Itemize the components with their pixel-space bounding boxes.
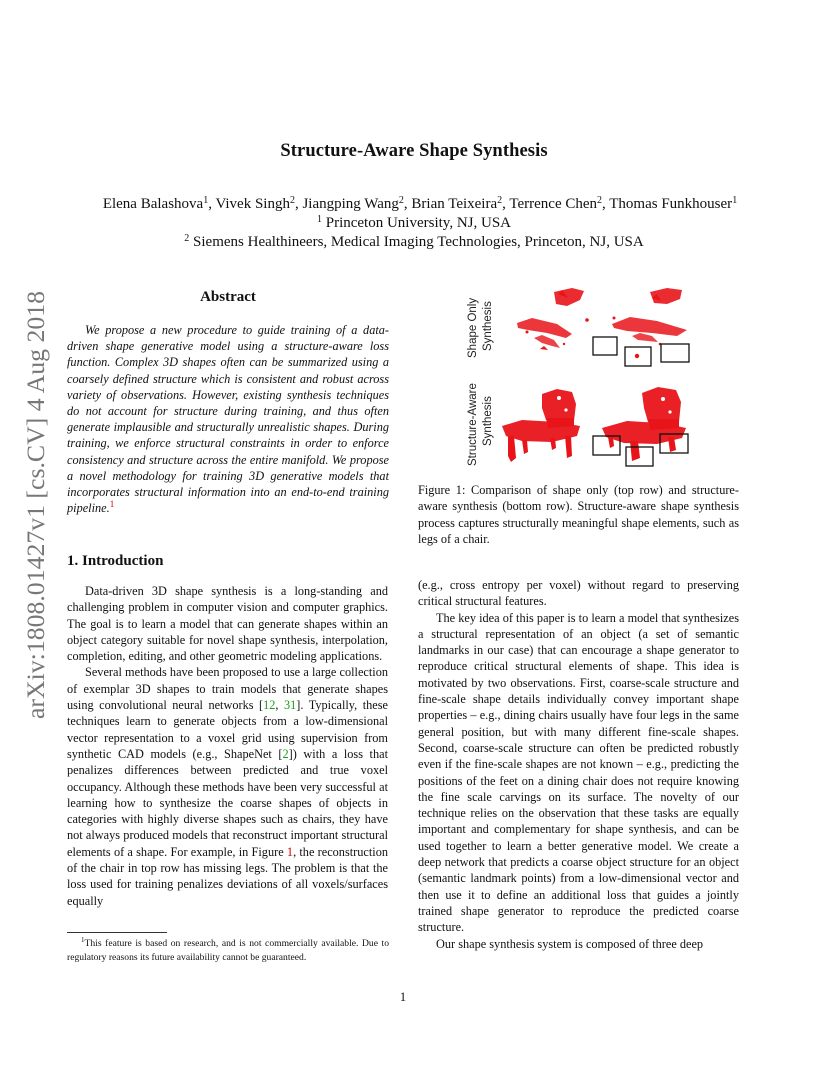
- figure-1-image: [462, 286, 764, 472]
- author-name: Thomas Funkhouser: [609, 196, 733, 212]
- affiliation-2: [0, 233, 828, 252]
- arxiv-id-text: arXiv:1808.01427v1 [cs.CV] 4 Aug 2018: [23, 303, 50, 719]
- footnote-text: This feature is based on research, and is not commercially available. Due to regulatory reasons its future availability cannot be guaranteed.: [67, 938, 389, 963]
- row-label-structure-aware-line1: Structure-Aware: [467, 383, 479, 466]
- author-name: Terrence Chen: [509, 196, 598, 212]
- author-name: Brian Teixeira: [411, 196, 498, 212]
- structure-aware-chair-left: [502, 389, 580, 462]
- abstract-footnote-link[interactable]: 1: [109, 499, 115, 510]
- page-number: 1: [399, 990, 407, 1004]
- shape-only-chair-left: [517, 288, 584, 350]
- author-name: Vivek Singh: [215, 196, 290, 212]
- author-affiliation-mark: 2: [289, 195, 295, 206]
- footnote: [67, 937, 389, 965]
- abstract-heading: Abstract: [200, 289, 256, 305]
- affiliation-1: [0, 214, 828, 233]
- author-affiliation-mark: 1: [203, 195, 209, 206]
- intro-paragraph-1: Data-driven 3D shape synthesis is a long-standing and challenging problem in computer vision and computer graphics. The goal is to learn a model that can generate shapes within an object category suitable for novel shape synthesis, interpolation, completion, editing, and other geometric modeling applications.: [67, 584, 388, 664]
- affiliation-1-number: 1: [316, 214, 322, 225]
- author-affiliation-mark: 1: [732, 195, 738, 206]
- author-affiliation-mark: 2: [497, 195, 503, 206]
- footnote-rule: [67, 932, 167, 933]
- citation-link-31[interactable]: 31: [283, 698, 297, 713]
- arxiv-identifier: [22, 289, 52, 719]
- missing-leg-boxes-top: [593, 337, 689, 366]
- paper-title: Structure-Aware Shape Synthesis: [280, 141, 548, 161]
- row-label-structure-aware-line2: Synthesis: [482, 396, 494, 446]
- paragraph-continuation: (e.g., cross entropy per voxel) without regard to preserving critical structural features.: [418, 578, 739, 609]
- figure-1-link[interactable]: 1: [286, 844, 294, 859]
- intro-paragraph-2: [67, 664, 388, 908]
- author-affiliation-mark: 2: [398, 195, 404, 206]
- row-label-shape-only-line2: Synthesis: [482, 301, 494, 351]
- paragraph-system-overview: Our shape synthesis system is composed of three deep: [436, 936, 704, 951]
- abstract-body: We propose a new procedure to guide training of a data-driven shape generative model using a structure-aware loss function. Complex 3D shapes often can be summarized using a coarsely defined structure which is consistent and robust across variety of observations. However, existing synthesis techniques do not account for structure during training, and thus often generate implausible and structurally unrealistic shapes. During training, we enforce structural constraints in order to enforce consistency and structure across the entire manifold. We propose a novel methodology for training 3D generative models that incorporates structural information into an end-to-end training pipeline.: [67, 323, 389, 516]
- author-name: Elena Balashova: [102, 196, 204, 212]
- introduction-text: [67, 583, 388, 909]
- shape-only-chair-right: [585, 288, 687, 358]
- citation-link-2[interactable]: 2: [282, 746, 289, 761]
- footnote-number: 1: [81, 936, 85, 944]
- citation-separator: ,: [275, 698, 284, 713]
- row-label-shape-only-line1: Shape Only: [467, 297, 479, 358]
- citation-link-12[interactable]: 12: [263, 698, 276, 713]
- author-affiliation-mark: 2: [597, 195, 603, 206]
- structure-aware-chair-right: [602, 387, 686, 461]
- affiliation-2-text: Siemens Healthineers, Medical Imaging Technologies, Princeton, NJ, USA: [193, 234, 644, 250]
- intro-p2-part-a: Several methods have been proposed to use a large collection of exemplar 3D shapes to train models that generate shapes using convolutional neural networks [: [67, 665, 388, 713]
- missing-leg-box-3: [661, 344, 689, 362]
- affiliation-2-number: 2: [184, 233, 190, 244]
- author-name: Jiangping Wang: [302, 196, 399, 212]
- right-column-text: [418, 577, 739, 952]
- missing-leg-box-1: [593, 337, 617, 355]
- intro-p2-part-d: , the reconstruction of the chair in top row has missing legs. The problem is that the loss used for training penalizes deviations of all voxels/surfaces equally: [67, 844, 388, 908]
- introduction-heading: 1. Introduction: [67, 553, 164, 569]
- figure-1-caption: Figure 1: Comparison of shape only (top row) and structure-aware synthesis (bottom row). Structure-aware shape synthesis process captures structurally meaningful shape elements, such as legs of a chair.: [418, 483, 739, 546]
- paragraph-key-idea: The key idea of this paper is to learn a model that synthesizes a structural representation of an object (a set of semantic landmarks in our case) that can encourage a shape generator to reproduce critical structural elements of shape. This idea is motivated by two observations. First, coarse-scale structure and fine-scale shape details individually convey important shape properties – e.g., dining chairs usually have four legs in the same general position, but with many different fine-scale shapes. Second, coarse-scale structure can often be predicted robustly even if the fine-scale shapes are not known – e.g., predicting the positions of the feet on a dining chair does not require knowing the fine scale carvings on its surface. The novelty of our technique relies on the observation that these tasks are equally important and complementary for shape synthesis, and can be used together to learn a better generative model. We create a deep network that predicts a coarse object structure for an object (semantic landmark points) from a low-dimensional vector and then use it to define an additional loss that guides a jointly trained shape generator to reproduce the predicted coarse structure.: [418, 610, 739, 935]
- author-list: Elena Balashova$^1$, Vivek Singh$^2$, Jiangping Wang$^2$, Brian Teixeira$^2$, Terrence Chen$^2$, Thomas Funkhouser$^1$: [102, 195, 738, 212]
- intro-p2-part-c: ]) with a loss that penalizes differences between predicted and true voxel occupancy. Although these methods have been very successful at learning how to synthesize the coarse shapes of objects in categories with highly diverse shapes such as chairs, they have not always produced models that reconstruct important structural elements of a shape. For example, in Figure: [67, 746, 388, 859]
- abstract-text: [67, 322, 389, 516]
- affiliation-1-text: Princeton University, NJ, USA: [325, 215, 512, 231]
- figure-1: [462, 286, 764, 472]
- intro-p2-part-b: ]. Typically, these techniques learn to generate objects from a low-dimensional vector representation to a voxel grid using supervision from synthetic CAD models (e.g., ShapeNet [: [67, 698, 388, 761]
